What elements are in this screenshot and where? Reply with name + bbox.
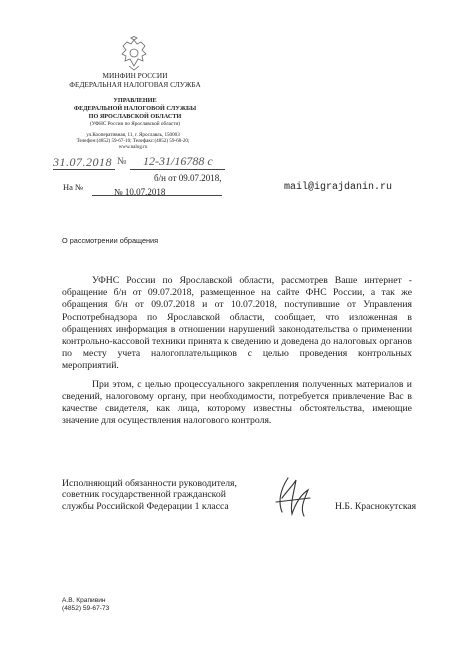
- letterhead-site: www.nalog.ru: [118, 144, 148, 151]
- reference-line-2: № 10.07.2018: [114, 187, 166, 197]
- handwritten-signature: [270, 472, 320, 520]
- dept-line-3: ПО ЯРОСЛАВСКОЙ ОБЛАСТИ: [88, 112, 182, 120]
- recipient-email: mail@igrajdanin.ru: [284, 182, 393, 193]
- letter-body: [62, 275, 412, 433]
- executor-block: [62, 597, 109, 613]
- letterhead-address: ул.Кооперативная, 11, г. Ярославль, 150003: [86, 132, 180, 138]
- handwritten-date: 31.07.2018: [53, 155, 112, 169]
- signer-position-line-2: советник государственной гражданской: [62, 489, 226, 501]
- handwritten-number: 12-31/16788 с: [143, 154, 213, 168]
- number-underline: [130, 169, 225, 170]
- signer-position-line-1: Исполняющий обязанности руководителя,: [62, 478, 237, 489]
- letterhead-department: [62, 97, 208, 120]
- executor-phone: (4852) 59-67-73: [62, 605, 110, 613]
- signer-position-line-3: службы Российской Федерации 1 класса: [62, 500, 229, 512]
- signer-position: [62, 478, 272, 512]
- reference-underline: [92, 195, 222, 196]
- dept-line-2: ФЕДЕРАЛЬНОЙ НАЛОГОВОЙ СЛУЖБЫ: [73, 104, 197, 112]
- body-paragraph-2: При этом, с целью процессуального закрепления полученных материалов и сведений, налоговому органу, при необходимости, потребуется привлечение Вас в качестве свидетеля, как лица, которому известны обстоятельства, имеющие значение для осуществления налогового контроля.: [62, 378, 412, 427]
- executor-name: А.В. Крапивин: [62, 597, 106, 604]
- letterhead-agency: [62, 72, 208, 89]
- dept-line-1: УПРАВЛЕНИЕ: [113, 97, 157, 104]
- coat-of-arms-emblem: [117, 36, 151, 72]
- body-paragraph-1: УФНС России по Ярославской области, рассмотрев Ваше интернет - обращение б/н от 09.07.2018, размещенное на сайте ФНС России, а так же обращения б/н от 09.07.2018 и от 10.07.2018, поступившие от Управления Роспотребнадзора по Ярославской области, сообщает, что изложенная в обращениях информация в отношении нарушений законодательства о применении контрольно-кассовой техники принята к сведению и доведена до налоговых органов по месту учета налогоплательщиков с целью проведения контрольных мероприятий.: [62, 275, 412, 372]
- reference-label: На №: [63, 182, 84, 192]
- letterhead-unit: (УФНС России по Ярославской области): [90, 121, 180, 127]
- letter-subject: О рассмотрении обращения: [62, 236, 159, 245]
- agency-line-1: МИНФИН РОССИИ: [102, 71, 168, 80]
- letterhead-address-block: [53, 132, 213, 151]
- reference-line-1: б/н от 09.07.2018,: [154, 173, 222, 183]
- date-underline: [53, 169, 115, 170]
- signer-name: Н.Б. Краснокутская: [335, 501, 417, 512]
- handwritten-number-sign: №: [117, 156, 127, 167]
- agency-line-2: ФЕДЕРАЛЬНАЯ НАЛОГОВАЯ СЛУЖБА: [69, 79, 201, 89]
- letterhead-phones: Телефон:(4852) 59-67-10; Телефакс:(4852) 59-68-20;: [76, 138, 190, 145]
